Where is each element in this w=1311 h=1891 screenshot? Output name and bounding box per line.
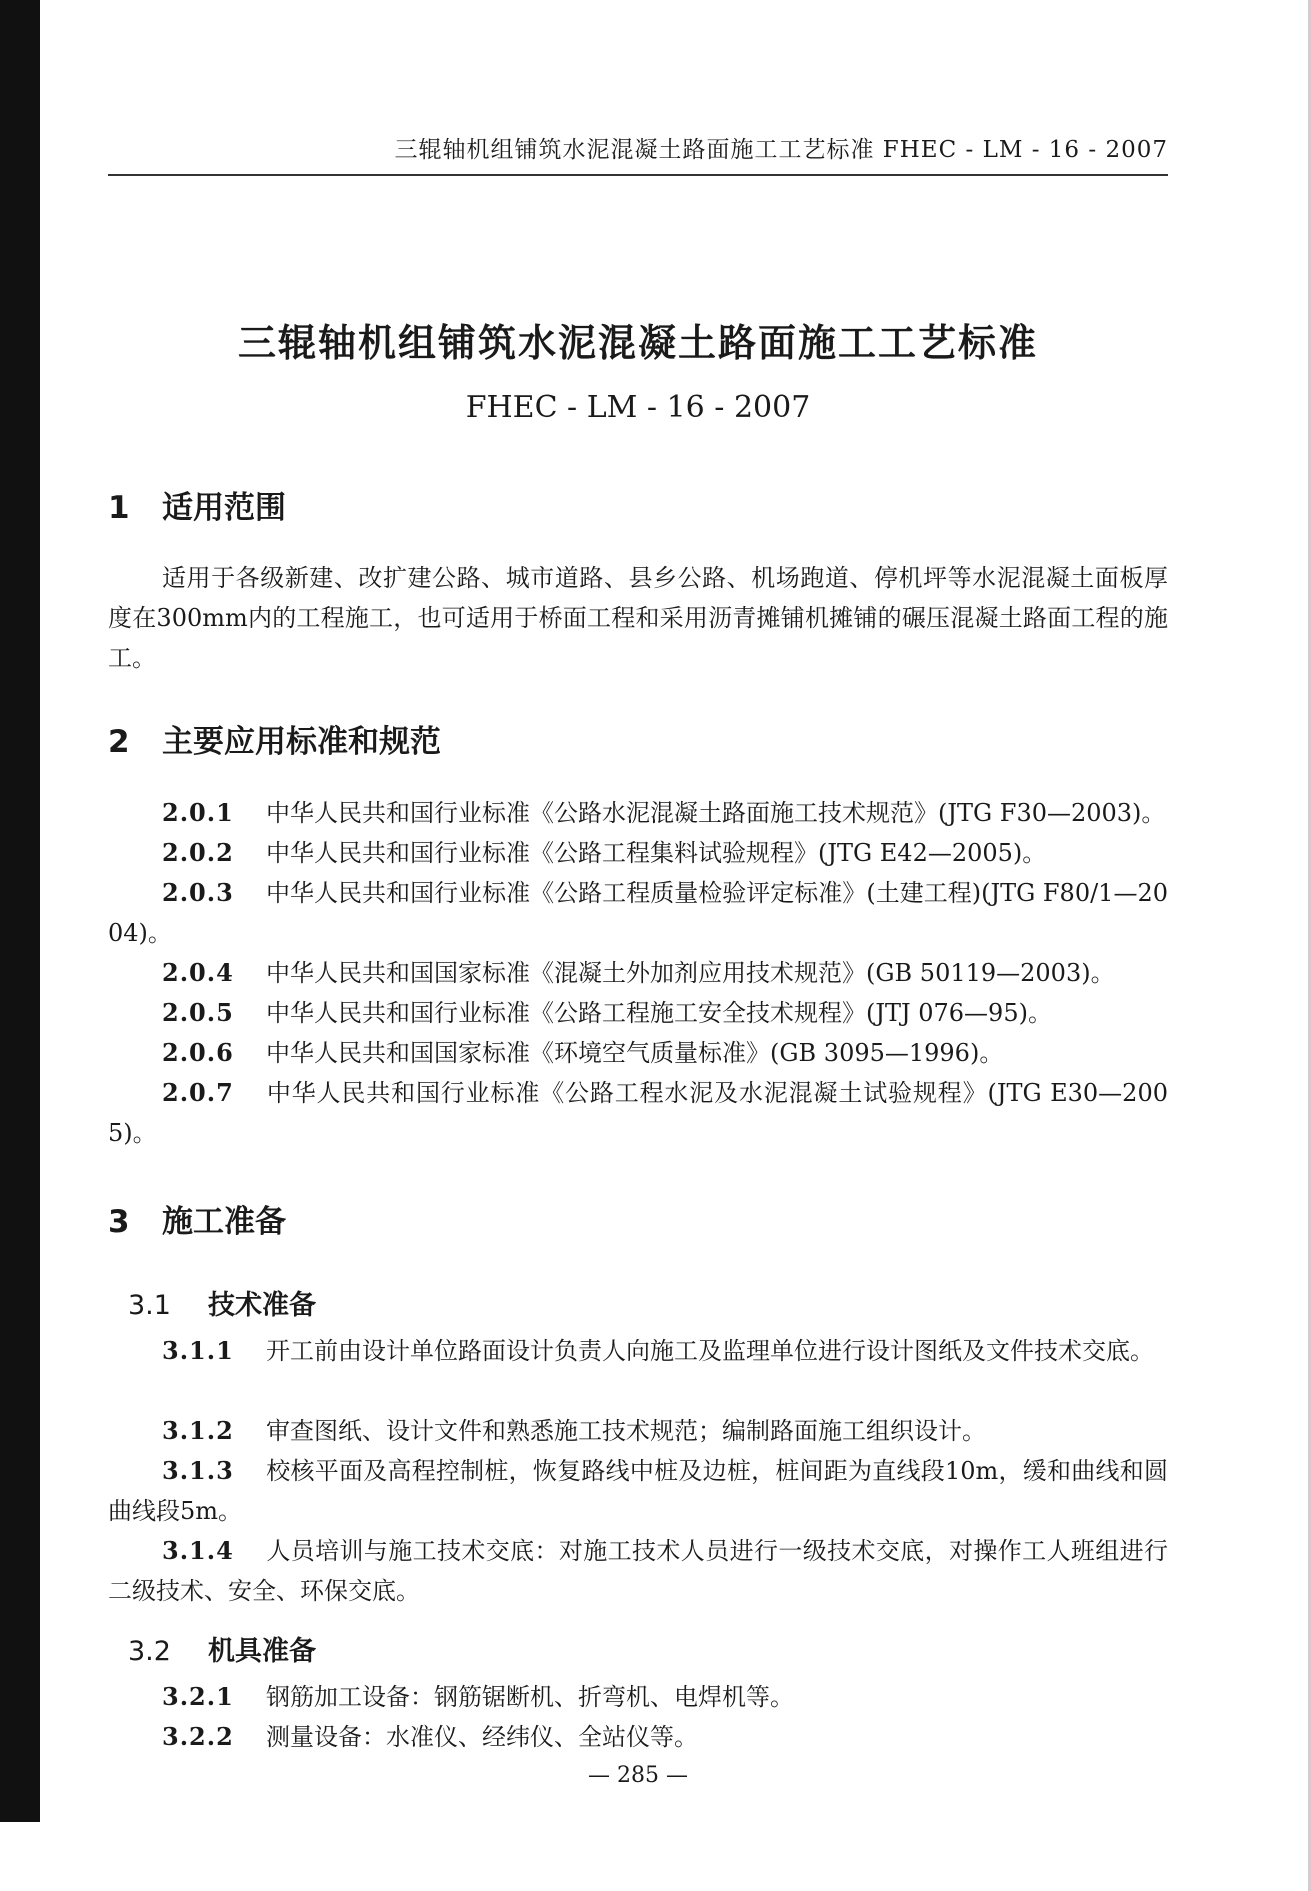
document-page	[108, 0, 1168, 1891]
section-2-heading	[108, 716, 441, 761]
clause-number: 2.0.1	[162, 798, 234, 827]
clause-text: 开工前由设计单位路面设计负责人向施工及监理单位进行设计图纸及文件技术交底。	[266, 1337, 1154, 1365]
clause-text: 审查图纸、设计文件和熟悉施工技术规范；编制路面施工组织设计。	[266, 1417, 986, 1445]
subsection-3-2-heading	[128, 1629, 316, 1668]
clause-text: 中华人民共和国国家标准《混凝土外加剂应用技术规范》(GB 50119—2003)。	[266, 959, 1115, 987]
clause-2-0-4	[108, 953, 1168, 993]
section-number: 3	[108, 1204, 130, 1240]
document-title: 三辊轴机组铺筑水泥混凝土路面施工工艺标准	[237, 321, 1038, 365]
clause-3-2-1	[108, 1677, 1168, 1717]
clause-number: 2.0.5	[162, 998, 234, 1027]
clause-text: 校核平面及高程控制桩，恢复路线中桩及边桩，桩间距为直线段10m，缓和曲线和圆曲线段5m。	[108, 1457, 1168, 1525]
clause-number: 2.0.2	[162, 838, 234, 867]
section-1-paragraph: 适用于各级新建、改扩建公路、城市道路、县乡公路、机场跑道、停机坪等水泥混凝土面板厚度在300mm内的工程施工，也可适用于桥面工程和采用沥青摊铺机摊铺的碾压混凝土路面工程的施工。	[108, 564, 1168, 672]
clause-text: 测量设备：水准仪、经纬仪、全站仪等。	[266, 1723, 698, 1751]
section-number: 2	[108, 724, 130, 760]
clause-text: 中华人民共和国行业标准《公路工程水泥及水泥混凝土试验规程》(JTG E30—2005)。	[108, 1079, 1168, 1147]
clause-text: 中华人民共和国行业标准《公路工程集料试验规程》(JTG E42—2005)。	[266, 839, 1047, 867]
clause-number: 3.1.2	[162, 1416, 234, 1445]
section-1-heading	[108, 482, 286, 527]
clause-3-1-3	[108, 1451, 1168, 1531]
section-3-heading	[108, 1196, 286, 1241]
section-title: 适用范围	[162, 490, 286, 526]
clause-2-0-3	[108, 873, 1168, 953]
clause-2-0-5	[108, 993, 1168, 1033]
clause-2-0-1	[108, 793, 1168, 833]
clause-number: 3.1.4	[162, 1536, 234, 1565]
clause-3-1-4	[108, 1531, 1168, 1611]
clause-text: 中华人民共和国国家标准《环境空气质量标准》(GB 3095—1996)。	[266, 1039, 1004, 1067]
subsection-title: 机具准备	[208, 1636, 316, 1667]
clause-number: 3.1.1	[162, 1336, 234, 1365]
clause-number: 3.2.2	[162, 1722, 234, 1751]
clause-3-1-2	[108, 1411, 1168, 1451]
running-header: 三辊轴机组铺筑水泥混凝土路面施工工艺标准 FHEC - LM - 16 - 2007	[394, 137, 1168, 163]
clause-number: 2.0.7	[162, 1078, 234, 1107]
clause-2-0-7	[108, 1073, 1168, 1153]
scan-edge-left	[0, 0, 40, 1822]
clause-3-2-2	[108, 1717, 1168, 1757]
clause-number: 2.0.6	[162, 1038, 234, 1067]
clause-number: 2.0.3	[162, 878, 234, 907]
subsection-3-1-heading	[128, 1283, 316, 1322]
clause-text: 中华人民共和国行业标准《公路工程施工安全技术规程》(JTJ 076—95)。	[266, 999, 1052, 1027]
subsection-number: 3.2	[128, 1636, 171, 1667]
clause-number: 2.0.4	[162, 958, 234, 987]
subsection-title: 技术准备	[208, 1290, 316, 1321]
clause-number: 3.2.1	[162, 1682, 234, 1711]
section-title: 施工准备	[162, 1204, 286, 1240]
page-number: — 285 —	[588, 1763, 688, 1788]
clause-2-0-2	[108, 833, 1168, 873]
section-number: 1	[108, 490, 130, 526]
document-code: FHEC - LM - 16 - 2007	[465, 390, 811, 425]
clause-3-1-1	[108, 1331, 1168, 1371]
header-rule	[108, 174, 1168, 176]
clause-2-0-6	[108, 1033, 1168, 1073]
subsection-number: 3.1	[128, 1290, 171, 1321]
clause-text: 中华人民共和国行业标准《公路水泥混凝土路面施工技术规范》(JTG F30—2003)。	[266, 799, 1166, 827]
clause-text: 钢筋加工设备：钢筋锯断机、折弯机、电焊机等。	[266, 1683, 794, 1711]
clause-number: 3.1.3	[162, 1456, 234, 1485]
clause-text: 人员培训与施工技术交底：对施工技术人员进行一级技术交底，对操作工人班组进行二级技术、安全、环保交底。	[108, 1537, 1168, 1605]
clause-text: 中华人民共和国行业标准《公路工程质量检验评定标准》(土建工程)(JTG F80/1—2004)。	[108, 879, 1168, 947]
section-title: 主要应用标准和规范	[162, 724, 441, 760]
